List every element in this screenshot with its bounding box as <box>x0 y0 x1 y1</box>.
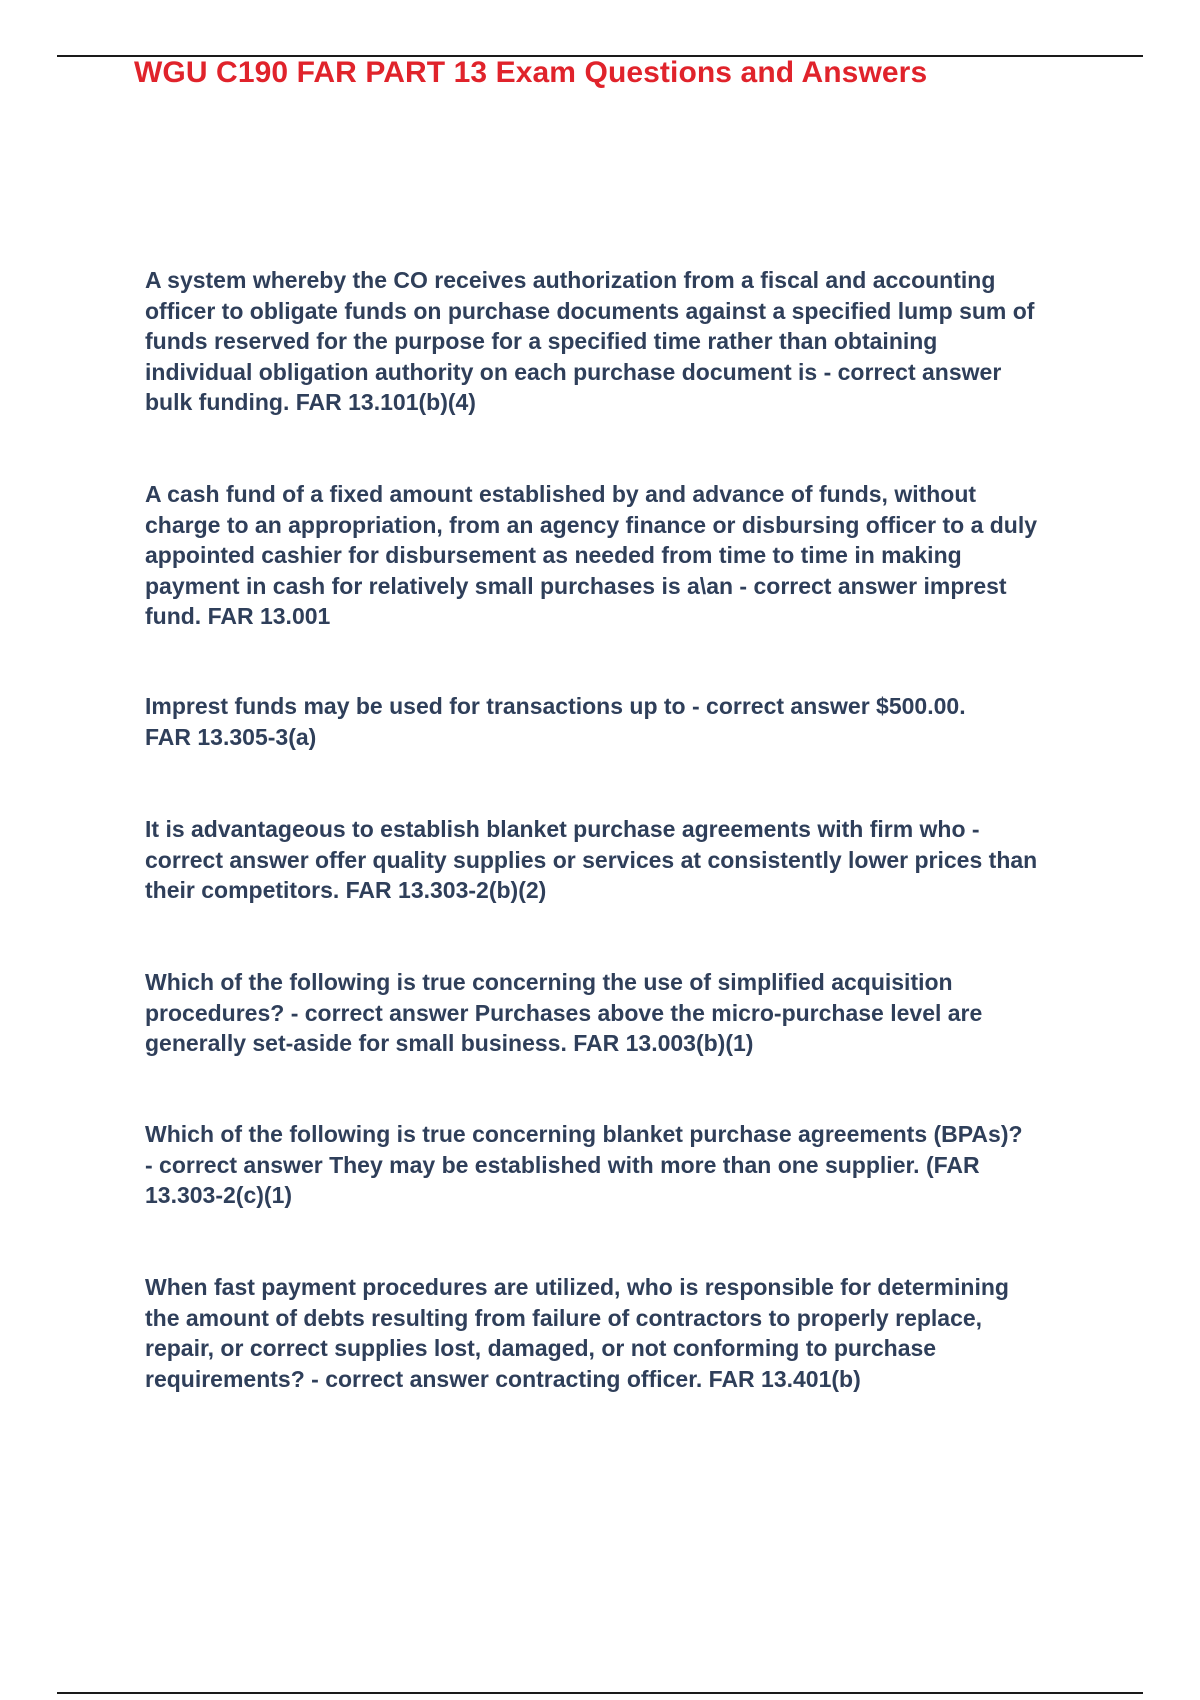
qa-line: generally set-aside for small business. FAR 13.003(b)(1) <box>145 1030 754 1056</box>
qa-line: Which of the following is true concerning the use of simplified acquisition <box>145 969 953 995</box>
qa-line: FAR 13.305-3(a) <box>145 723 317 750</box>
qa-line: charge to an appropriation, from an agency finance or disbursing officer to a duly <box>145 511 1038 538</box>
qa-line: A system whereby the CO receives authorization from a fiscal and accounting <box>145 267 996 293</box>
bottom-rule <box>57 1692 1143 1694</box>
qa-line: repair, or correct supplies lost, damaged, or not conforming to purchase <box>145 1335 937 1361</box>
qa-line: funds reserved for the purpose for a specified time rather than obtaining <box>145 328 938 354</box>
qa-entry-bulk-funding <box>145 265 1095 418</box>
qa-entry-imprest-fund <box>145 479 1095 632</box>
qa-entry-simplified-acquisition <box>145 967 1095 1059</box>
qa-line: bulk funding. FAR 13.101(b)(4) <box>145 389 476 415</box>
qa-entry-fast-payment <box>145 1272 1095 1394</box>
qa-line: payment in cash for relatively small purchases is a\an - correct answer imprest <box>145 572 1007 599</box>
qa-line: It is advantageous to establish blanket purchase agreements with firm who - <box>145 816 980 842</box>
qa-line: A cash fund of a fixed amount established by and advance of funds, without <box>145 481 977 507</box>
qa-line: the amount of debts resulting from failure of contractors to properly replace, <box>145 1304 983 1331</box>
qa-line: - correct answer They may be established with more than one supplier. (FAR <box>145 1151 980 1178</box>
qa-entry-bpa-firms <box>145 814 1095 906</box>
qa-entry-bpa-suppliers <box>145 1119 1095 1211</box>
qa-line: their competitors. FAR 13.303-2(b)(2) <box>145 877 547 903</box>
qa-line: Imprest funds may be used for transactions up to - correct answer $500.00. <box>145 693 966 719</box>
qa-line: individual obligation authority on each purchase document is - correct answer <box>145 358 1002 385</box>
qa-line: appointed cashier for disbursement as needed from time to time in making <box>145 542 962 568</box>
qa-line: fund. FAR 13.001 <box>145 603 331 629</box>
qa-line: Which of the following is true concerning blanket purchase agreements (BPAs)? <box>145 1121 1023 1147</box>
qa-line: When fast payment procedures are utilized, who is responsible for determining <box>145 1274 1009 1300</box>
qa-line: correct answer offer quality supplies or services at consistently lower prices than <box>145 846 1038 873</box>
qa-line: procedures? - correct answer Purchases above the micro-purchase level are <box>145 999 983 1026</box>
qa-line: officer to obligate funds on purchase documents against a specified lump sum of <box>145 297 1035 324</box>
document-title: WGU C190 FAR PART 13 Exam Questions and Answers <box>134 56 928 89</box>
qa-line: 13.303-2(c)(1) <box>145 1182 293 1208</box>
qa-entry-imprest-limit <box>145 691 1095 752</box>
qa-line: requirements? - correct answer contracting officer. FAR 13.401(b) <box>145 1365 861 1392</box>
